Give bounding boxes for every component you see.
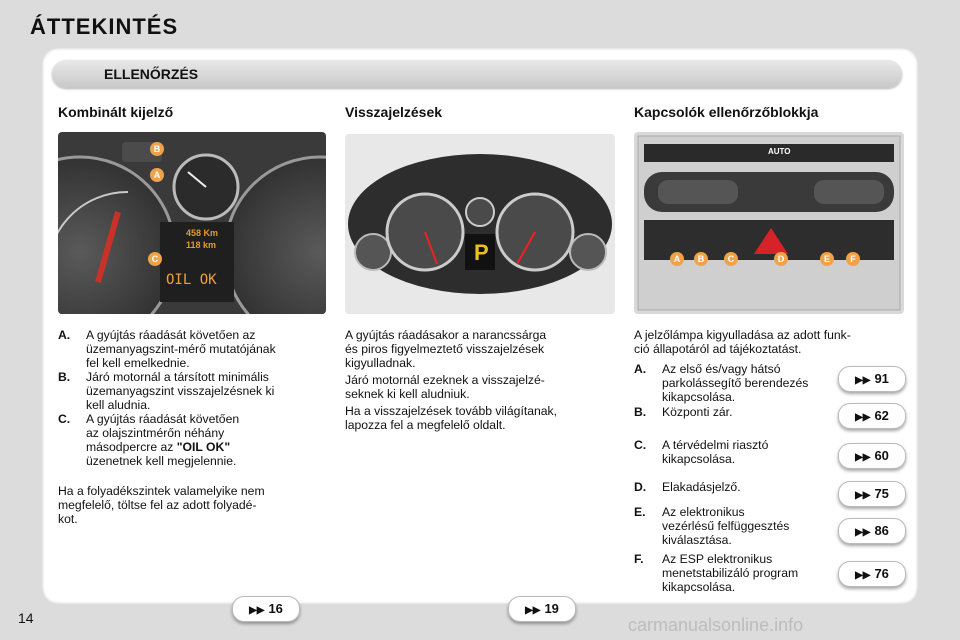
- page-ref-button-19[interactable]: [508, 596, 576, 622]
- skip-forward-icon: ▶▶: [525, 605, 541, 616]
- line: üzemanyagszint-mérő mutatójának: [86, 342, 276, 356]
- page-ref-button-62[interactable]: [838, 403, 906, 429]
- item-text: [662, 505, 789, 547]
- line: Járó motornál ezeknek a visszajelzé-: [345, 373, 545, 387]
- line: A gyújtás ráadásakor a narancssárga: [345, 328, 547, 342]
- line: vezérlésű felfüggesztés: [662, 519, 790, 533]
- item-key: B.: [58, 370, 71, 384]
- ref-number: 16: [268, 601, 283, 616]
- item-key: D.: [634, 480, 647, 494]
- item-key: E.: [634, 505, 646, 519]
- photo-label-b: B: [694, 252, 708, 266]
- line: üzenetnek kell megjelennie.: [86, 454, 237, 468]
- item-text: [662, 438, 768, 466]
- skip-forward-icon: ▶▶: [855, 570, 871, 581]
- col2-heading: Visszajelzések: [345, 104, 443, 120]
- page-ref-button-75[interactable]: [838, 481, 906, 507]
- page-ref-button-91[interactable]: [838, 366, 906, 392]
- photo-label-c: C: [724, 252, 738, 266]
- item-key: A.: [58, 328, 71, 342]
- item-key: C.: [634, 438, 647, 452]
- watermark: carmanualsonline.info: [628, 615, 804, 635]
- page-ref-button-60[interactable]: [838, 443, 906, 469]
- section-band: [52, 60, 902, 88]
- line: Ha a visszajelzések tovább világítanak,: [345, 404, 558, 418]
- photo-label-c: C: [148, 252, 162, 266]
- item-text: [662, 362, 808, 404]
- line: ció állapotáról ad tájékoztatást.: [634, 342, 802, 356]
- line: az olajszintmérőn néhány: [86, 426, 225, 440]
- display-text-oil-ok: OIL OK: [166, 272, 217, 288]
- ref-number: 75: [874, 486, 889, 501]
- skip-forward-icon: ▶▶: [855, 452, 871, 463]
- display-text-km2: 118 km: [186, 240, 217, 250]
- line-text: másodpercre az: [86, 440, 174, 454]
- line: Az első és/vagy hátsó: [662, 362, 781, 376]
- line: Az ESP elektronikus: [662, 552, 773, 566]
- item-text: [662, 552, 798, 594]
- item-text: Központi zár.: [662, 405, 733, 419]
- skip-forward-icon: ▶▶: [855, 527, 871, 538]
- line: A jelzőlámpa kigyulladása az adott funk-: [634, 328, 851, 342]
- ref-number: 91: [874, 371, 889, 386]
- ref-number: 76: [874, 566, 889, 581]
- line: menetstabilizáló program: [662, 566, 799, 580]
- line: Az elektronikus: [662, 505, 745, 519]
- photo-label-d: D: [774, 252, 788, 266]
- switch-panel-photo: [634, 132, 904, 314]
- col2-text: [345, 328, 615, 432]
- item-text: [86, 370, 274, 412]
- line: kot.: [58, 512, 78, 526]
- line: A gyújtás ráadását követően az: [86, 328, 256, 342]
- item-key: A.: [634, 362, 647, 376]
- auto-label: AUTO: [768, 147, 791, 156]
- line: megfelelő, töltse fel az adott folyadé-: [58, 498, 257, 512]
- line: seknek ki kell aludniuk.: [345, 387, 470, 401]
- item-text: [86, 412, 239, 468]
- warning-lights-photo: [345, 134, 615, 314]
- photo-label-b: B: [150, 142, 164, 156]
- ref-number: 60: [874, 448, 889, 463]
- ref-number: 62: [874, 408, 889, 423]
- item-text: Elakadásjelző.: [662, 480, 741, 494]
- line: kiválasztása.: [662, 533, 732, 547]
- photo-label-e: E: [820, 252, 834, 266]
- skip-forward-icon: ▶▶: [855, 412, 871, 423]
- skip-forward-icon: ▶▶: [855, 490, 871, 501]
- line: kikapcsolása.: [662, 452, 736, 466]
- line: [86, 440, 239, 454]
- line: fel kell emelkednie.: [86, 356, 190, 370]
- photo-label-a: A: [670, 252, 684, 266]
- oil-ok-bold: "OIL OK": [176, 440, 231, 454]
- line: parkolássegítő berendezés: [662, 376, 809, 390]
- display-text-km1: 458 Km: [186, 228, 219, 238]
- line: üzemanyagszint visszajelzésnek ki: [86, 384, 275, 398]
- page-ref-button-76[interactable]: [838, 561, 906, 587]
- line: kikapcsolása.: [662, 390, 736, 404]
- page-number: 14: [18, 610, 34, 626]
- line: A gyújtás ráadását követően: [86, 412, 240, 426]
- skip-forward-icon: ▶▶: [249, 605, 265, 616]
- section-title: ELLENŐRZÉS: [104, 66, 199, 82]
- item-text: [86, 328, 276, 370]
- page-ref-button-86[interactable]: [838, 518, 906, 544]
- combined-display-photo: [58, 132, 326, 314]
- item-key: B.: [634, 405, 647, 419]
- page-ref-button-16[interactable]: [232, 596, 300, 622]
- col1-heading: Kombinált kijelző: [58, 104, 174, 120]
- line: Járó motornál a társított minimális: [86, 370, 269, 384]
- gear-letter: P: [474, 240, 489, 265]
- photo-label-f: F: [846, 252, 860, 266]
- ref-number: 86: [874, 523, 889, 538]
- ref-number: 19: [544, 601, 559, 616]
- line: Ha a folyadékszintek valamelyike nem: [58, 484, 265, 498]
- page-title: ÁTTEKINTÉS: [30, 14, 179, 39]
- item-key: C.: [58, 412, 71, 426]
- line: A térvédelmi riasztó: [662, 438, 769, 452]
- line: és piros figyelmeztető visszajelzések: [345, 342, 545, 356]
- line: kikapcsolása.: [662, 580, 736, 594]
- col3-intro: [634, 328, 904, 356]
- photo-label-a: A: [150, 168, 164, 182]
- col3-heading: Kapcsolók ellenőrzőblokkja: [634, 104, 819, 120]
- line: kigyulladnak.: [345, 356, 416, 370]
- line: kell aludnia.: [86, 398, 151, 412]
- line: lapozza fel a megfelelő oldalt.: [345, 418, 506, 432]
- item-key: F.: [634, 552, 644, 566]
- skip-forward-icon: ▶▶: [855, 375, 871, 386]
- col1-note: [58, 484, 330, 526]
